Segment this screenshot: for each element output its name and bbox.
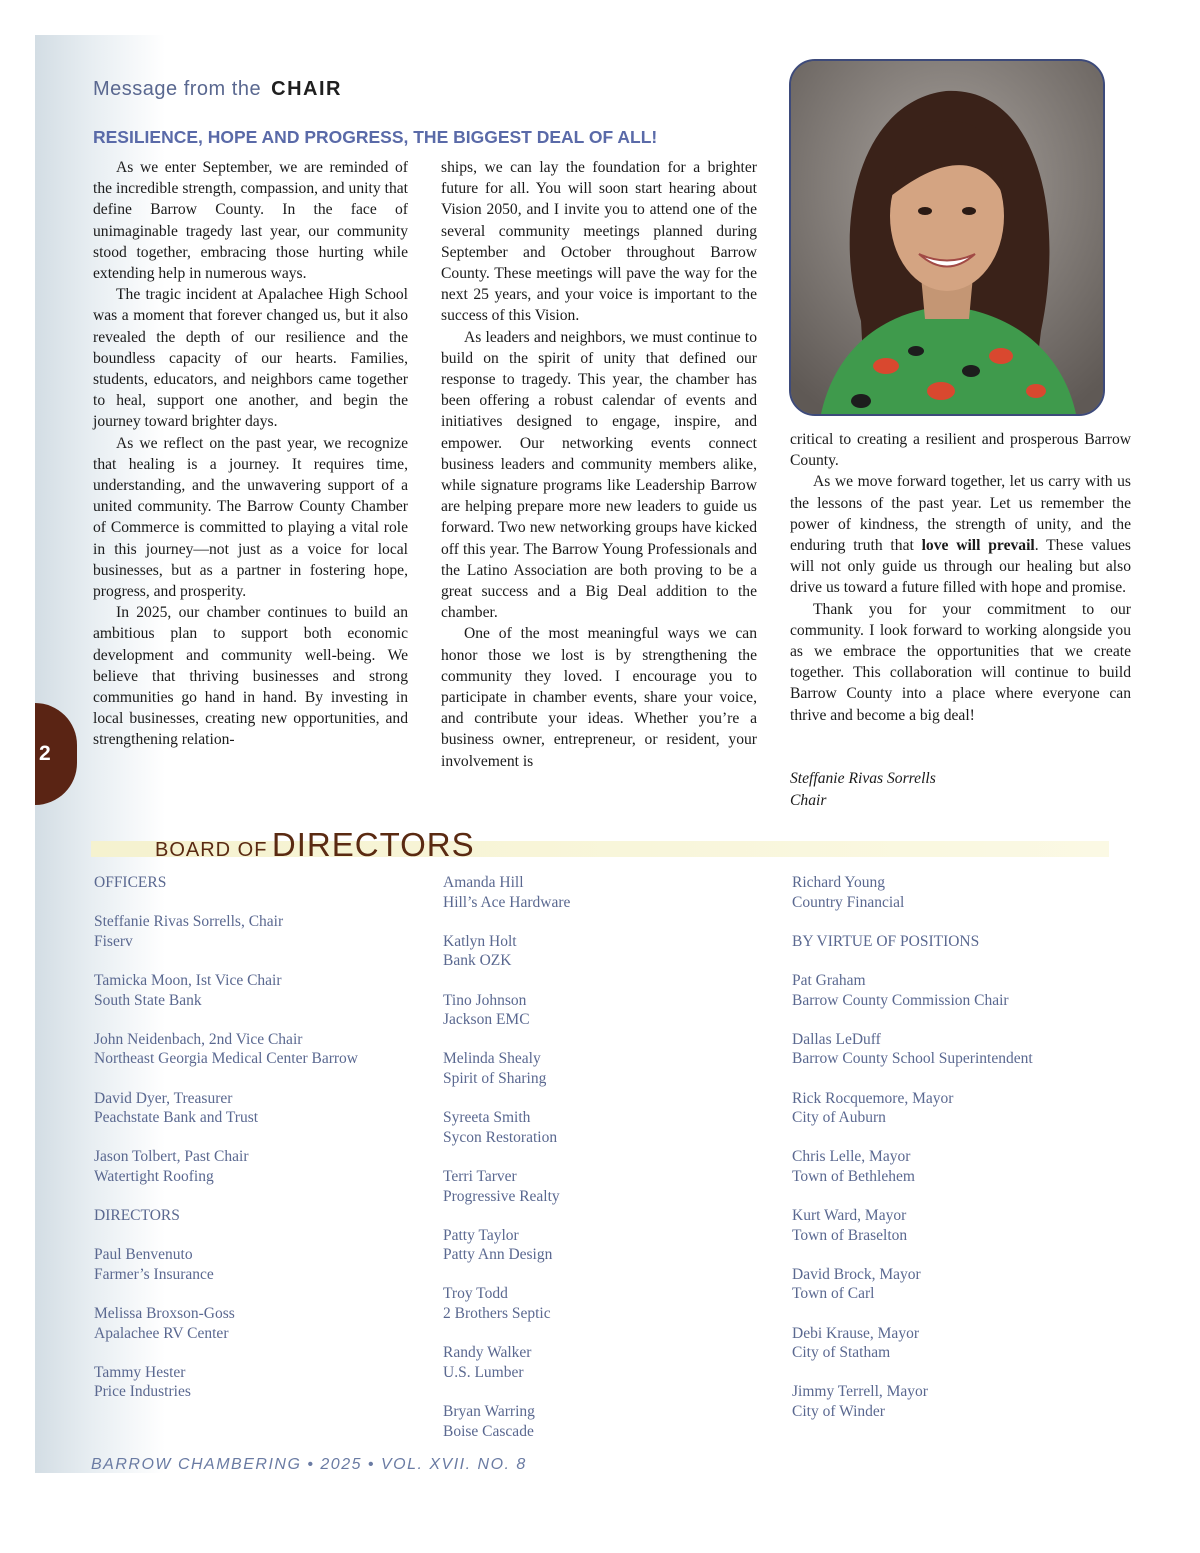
section-heading-text: BY VIRTUE OF POSITIONS	[792, 932, 980, 950]
paragraph-text: As we move forward together, let us carry with us the lessons of the past year. Let us remember the power of kindness, the strength of unity, and the enduring truth that	[790, 473, 1131, 555]
signature-block	[790, 768, 936, 812]
board-column-1	[94, 873, 424, 1422]
member-organization: Peachstate Bank and Trust	[94, 1109, 259, 1127]
paragraph	[790, 471, 1131, 598]
member-name: Patty Taylor	[443, 1226, 519, 1244]
member-organization: Patty Ann Design	[443, 1246, 553, 1264]
member-organization: Sycon Restoration	[443, 1128, 558, 1146]
member-organization: Progressive Realty	[443, 1187, 560, 1205]
footer-issue-info: BARROW CHAMBERING • 2025 • VOL. XVII. NO. 8	[91, 1456, 527, 1473]
paragraph: The tragic incident at Apalachee High School was a moment that forever changed us, but it also revealed the depth of our resilience and the boundless capacity of our hearts. Families, students, educators, and neighbors came together to heal, support one another, and begin the journey toward brighter days.	[93, 286, 408, 431]
board-member-entry	[443, 1049, 773, 1088]
board-member-entry	[792, 1206, 1122, 1245]
member-name: Debi Krause, Mayor	[792, 1324, 919, 1342]
emphasis-text: love will prevail	[921, 537, 1035, 555]
member-name: Kurt Ward, Mayor	[792, 1207, 907, 1225]
paragraph: critical to creating a resilient and prosperous Barrow County.	[790, 431, 1131, 470]
article-headline: RESILIENCE, HOPE AND PROGRESS, THE BIGGEST DEAL OF ALL!	[93, 127, 658, 147]
member-organization: Boise Cascade	[443, 1422, 534, 1440]
member-name: Rick Rocquemore, Mayor	[792, 1089, 954, 1107]
board-member-entry	[94, 1147, 424, 1186]
member-organization: City of Winder	[792, 1403, 885, 1421]
paragraph: In 2025, our chamber continues to build an ambitious plan to support both economic development and community well-being. We believe that thriving businesses and strong communities go hand in hand. By investing in local businesses, creating new opportunities, and strengthening relation-	[93, 604, 408, 749]
member-name: Tino Johnson	[443, 991, 527, 1009]
member-name: Randy Walker	[443, 1344, 532, 1362]
member-name: Tammy Hester	[94, 1363, 186, 1381]
board-member-entry	[443, 932, 773, 971]
member-name: John Neidenbach, 2nd Vice Chair	[94, 1030, 303, 1048]
member-organization: City of Auburn	[792, 1109, 886, 1127]
board-member-entry	[94, 1363, 424, 1402]
board-member-entry	[792, 971, 1122, 1010]
member-organization: Country Financial	[792, 893, 905, 911]
board-member-entry	[792, 1089, 1122, 1128]
board-title-small: BOARD OF	[155, 839, 268, 861]
member-name: Steffanie Rivas Sorrells, Chair	[94, 913, 284, 931]
board-member-entry	[443, 991, 773, 1030]
board-member-entry	[443, 1284, 773, 1323]
member-name: Katlyn Holt	[443, 932, 517, 950]
member-organization: Jackson EMC	[443, 1011, 530, 1029]
member-name: Dallas LeDuff	[792, 1030, 881, 1048]
chair-portrait-photo	[789, 59, 1105, 416]
section-header-emphasis: CHAIR	[271, 78, 342, 100]
board-member-entry	[443, 1108, 773, 1147]
board-member-entry	[443, 873, 773, 912]
member-name: Amanda Hill	[443, 874, 524, 891]
board-member-entry	[792, 873, 1122, 912]
signature-title: Chair	[790, 792, 827, 809]
member-organization: 2 Brothers Septic	[443, 1305, 551, 1323]
member-organization: South State Bank	[94, 991, 202, 1009]
paragraph: As we reflect on the past year, we recognize that healing is a journey. It requires time, understanding, and the unwavering support of a united community. The Barrow County Chamber of Commerce is committed to playing a vital role in this journey—not just as a voice for local businesses, but as a partner in fostering hope, progress, and prosperity.	[93, 434, 408, 601]
paragraph: Thank you for your commitment to our community. I look forward to working alongside you as we embrace the opportunities that we create together. This collaboration will continue to build Barrow County into a place where everyone can thrive and become a big deal!	[790, 600, 1131, 724]
board-member-entry	[94, 1304, 424, 1343]
section-header	[93, 78, 342, 101]
member-organization: Price Industries	[94, 1383, 191, 1401]
board-member-entry	[792, 1147, 1122, 1186]
board-member-entry	[792, 1030, 1122, 1069]
member-name: Troy Todd	[443, 1285, 508, 1303]
page-number: 2	[39, 742, 51, 765]
member-name: Melinda Shealy	[443, 1050, 541, 1068]
member-organization: Spirit of Sharing	[443, 1069, 547, 1087]
member-name: Syreeta Smith	[443, 1109, 531, 1127]
board-member-entry	[792, 1382, 1122, 1421]
section-heading-text: OFFICERS	[94, 874, 167, 891]
board-title	[155, 826, 475, 864]
board-member-entry	[792, 1324, 1122, 1363]
member-organization: Hill’s Ace Hardware	[443, 893, 571, 911]
member-name: Tamicka Moon, Ist Vice Chair	[94, 971, 282, 989]
member-name: Bryan Warring	[443, 1403, 535, 1421]
member-name: Paul Benvenuto	[94, 1246, 193, 1264]
board-member-entry	[94, 912, 424, 951]
board-member-entry	[94, 1245, 424, 1284]
member-organization: U.S. Lumber	[443, 1363, 524, 1381]
board-member-entry	[94, 971, 424, 1010]
board-section-heading	[94, 1206, 424, 1226]
member-name: Pat Graham	[792, 971, 866, 989]
member-organization: Apalachee RV Center	[94, 1324, 229, 1342]
paragraph-text: . These values will not only guide us through our healing but also drive us toward a future filled with hope and promise.	[790, 537, 1131, 597]
member-name: Jimmy Terrell, Mayor	[792, 1383, 928, 1401]
board-member-entry	[443, 1226, 773, 1265]
member-organization: Town of Bethlehem	[792, 1167, 915, 1185]
member-name: Chris Lelle, Mayor	[792, 1148, 911, 1166]
member-organization: Fiserv	[94, 932, 133, 950]
board-member-entry	[94, 1089, 424, 1128]
section-header-prefix: Message from the	[93, 78, 262, 100]
board-section-heading	[792, 932, 1122, 952]
member-name: David Brock, Mayor	[792, 1265, 921, 1283]
member-organization: Bank OZK	[443, 952, 512, 970]
member-name: Melissa Broxson-Goss	[94, 1305, 235, 1323]
board-section-heading	[94, 873, 424, 893]
board-member-entry	[94, 1030, 424, 1069]
article-column-1	[93, 157, 408, 751]
board-member-entry	[443, 1343, 773, 1382]
paragraph: As we enter September, we are reminded of the incredible strength, compassion, and unity that define Barrow County. In the face of unimaginable tragedy last year, our community stood together, embracing those hurting while extending help in numerous ways.	[93, 159, 408, 283]
signature-name: Steffanie Rivas Sorrells	[790, 770, 936, 787]
board-member-entry	[443, 1167, 773, 1206]
member-organization: Watertight Roofing	[94, 1167, 214, 1185]
member-organization: Town of Carl	[792, 1285, 875, 1303]
board-column-2	[443, 873, 773, 1461]
member-organization: City of Statham	[792, 1344, 891, 1362]
article-column-2	[441, 157, 757, 772]
board-title-big: DIRECTORS	[271, 826, 475, 863]
board-member-entry	[792, 1265, 1122, 1304]
member-name: Richard Young	[792, 874, 886, 891]
paragraph: As leaders and neighbors, we must continue to build on the spirit of unity that defined our response to tragedy. This year, the chamber has been offering a robust calendar of events and initiatives designed to engage, inspire, and empower. Our networking events connect business leaders and community members alike, while signature programs like Leadership Barrow are helping prepare more new leaders to guide us forward. Two new networking groups have kicked off this year. The Barrow Young Professionals and the Latino Association are both proving to be a great success and a Big Deal addition to the chamber.	[441, 328, 757, 622]
member-name: David Dyer, Treasurer	[94, 1089, 233, 1107]
member-name: Terri Tarver	[443, 1167, 517, 1185]
article-column-3	[790, 429, 1131, 726]
portrait-illustration	[791, 61, 1103, 414]
paragraph: One of the most meaningful ways we can honor those we lost is by strengthening the community they loved. I encourage you to participate in chamber events, share your voice, and contribute your ideas. Whether you’re a business owner, entrepreneur, or resident, your involvement is	[441, 625, 757, 770]
member-organization: Farmer’s Insurance	[94, 1265, 214, 1283]
member-name: Jason Tolbert, Past Chair	[94, 1148, 249, 1166]
member-organization: Barrow County Commission Chair	[792, 991, 1009, 1009]
board-member-entry	[443, 1402, 773, 1441]
member-organization: Barrow County School Superintendent	[792, 1050, 1033, 1068]
member-organization: Town of Braselton	[792, 1226, 908, 1244]
board-column-3	[792, 873, 1122, 1441]
member-organization: Northeast Georgia Medical Center Barrow	[94, 1050, 358, 1068]
section-heading-text: DIRECTORS	[94, 1207, 180, 1225]
paragraph: ships, we can lay the foundation for a brighter future for all. You will soon start hearing about Vision 2050, and I invite you to attend one of the several community meetings planned during September and October throughout Barrow County. These meetings will pave the way for the next 25 years, and your voice is important to the success of this Vision.	[441, 159, 757, 325]
